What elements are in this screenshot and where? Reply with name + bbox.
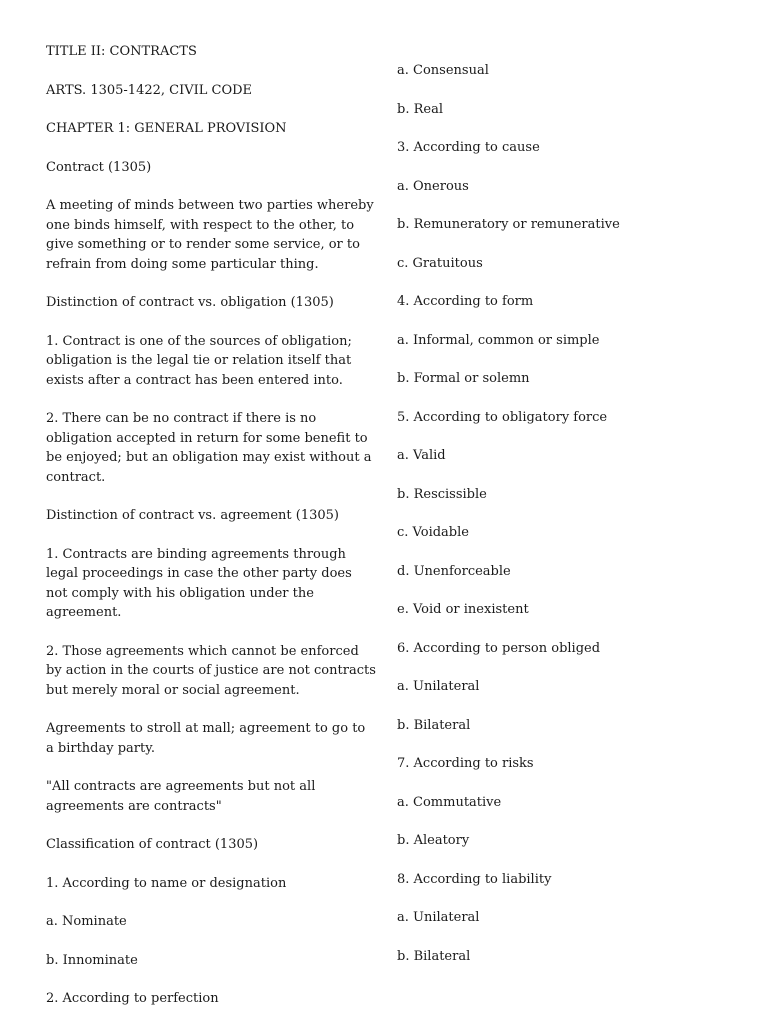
list-item: b. Real	[397, 101, 443, 117]
list-item: e. Void or inexistent	[397, 602, 529, 617]
paragraph: 1. Contract is one of the sources of obligation; obligation is the legal tie or relation itself that exists after a contract has been entered into.	[46, 333, 352, 388]
list-item: b. Bilateral	[397, 948, 471, 964]
list-item: a. Valid	[397, 448, 446, 463]
list-item: a. Consensual	[397, 63, 489, 78]
section-heading: Classification of contract (1305)	[46, 837, 259, 852]
list-item: a. Onerous	[397, 178, 469, 194]
list-item: 5. According to obligatory force	[397, 409, 608, 425]
list-item: d. Unenforceable	[397, 563, 511, 579]
list-item: 7. According to risks	[397, 756, 534, 771]
list-item: b. Aleatory	[397, 833, 470, 848]
paragraph: Agreements to stroll at mall; agreement to go to a birthday party.	[46, 721, 366, 756]
articles-reference: ARTS. 1305-1422, CIVIL CODE	[46, 82, 253, 98]
list-item: 8. According to liability	[397, 871, 552, 887]
chapter-heading: CHAPTER 1: GENERAL PROVISION	[46, 121, 287, 136]
section-heading: Contract (1305)	[46, 159, 152, 175]
list-item: b. Remuneratory or remunerative	[397, 217, 620, 232]
paragraph: 2. Those agreements which cannot be enforced by action in the courts of justice are not contracts but merely moral or social agreement.	[46, 643, 376, 698]
list-item: a. Unilateral	[397, 679, 480, 694]
list-item: c. Voidable	[397, 525, 469, 540]
paragraph: A meeting of minds between two parties whereby one binds himself, with respect to the other, to give something or to render some service, or to refrain from doing some particular thing.	[46, 198, 374, 272]
list-item: b. Innominate	[46, 952, 138, 968]
list-item: 1. According to name or designation	[46, 875, 287, 891]
list-item: 2. According to perfection	[46, 991, 219, 1006]
list-item: 3. According to cause	[397, 140, 540, 155]
paragraph: 1. Contracts are binding agreements through legal proceedings in case the other party does not comply with his obligation under the agreement.	[46, 546, 352, 620]
left-column	[46, 42, 376, 1028]
list-item: b. Formal or solemn	[397, 371, 530, 386]
list-item: a. Commutative	[397, 794, 502, 810]
list-item: a. Informal, common or simple	[397, 332, 600, 348]
list-item: c. Gratuitous	[397, 255, 483, 271]
right-column	[397, 61, 737, 985]
paragraph: 2. There can be no contract if there is no obligation accepted in return for some benefit to be enjoyed; but an obligation may exist without a contract.	[46, 411, 372, 485]
list-item: 6. According to person obliged	[397, 640, 601, 656]
list-item: a. Nominate	[46, 914, 127, 929]
quote: "All contracts are agreements but not all agreements are contracts"	[46, 779, 316, 814]
list-item: b. Rescissible	[397, 486, 487, 502]
list-item: 4. According to form	[397, 294, 534, 309]
section-heading: Distinction of contract vs. agreement (1305)	[46, 508, 340, 523]
section-heading: Distinction of contract vs. obligation (1305)	[46, 295, 334, 310]
title-heading: TITLE II: CONTRACTS	[46, 44, 197, 59]
list-item: b. Bilateral	[397, 717, 471, 733]
list-item: a. Unilateral	[397, 910, 480, 925]
